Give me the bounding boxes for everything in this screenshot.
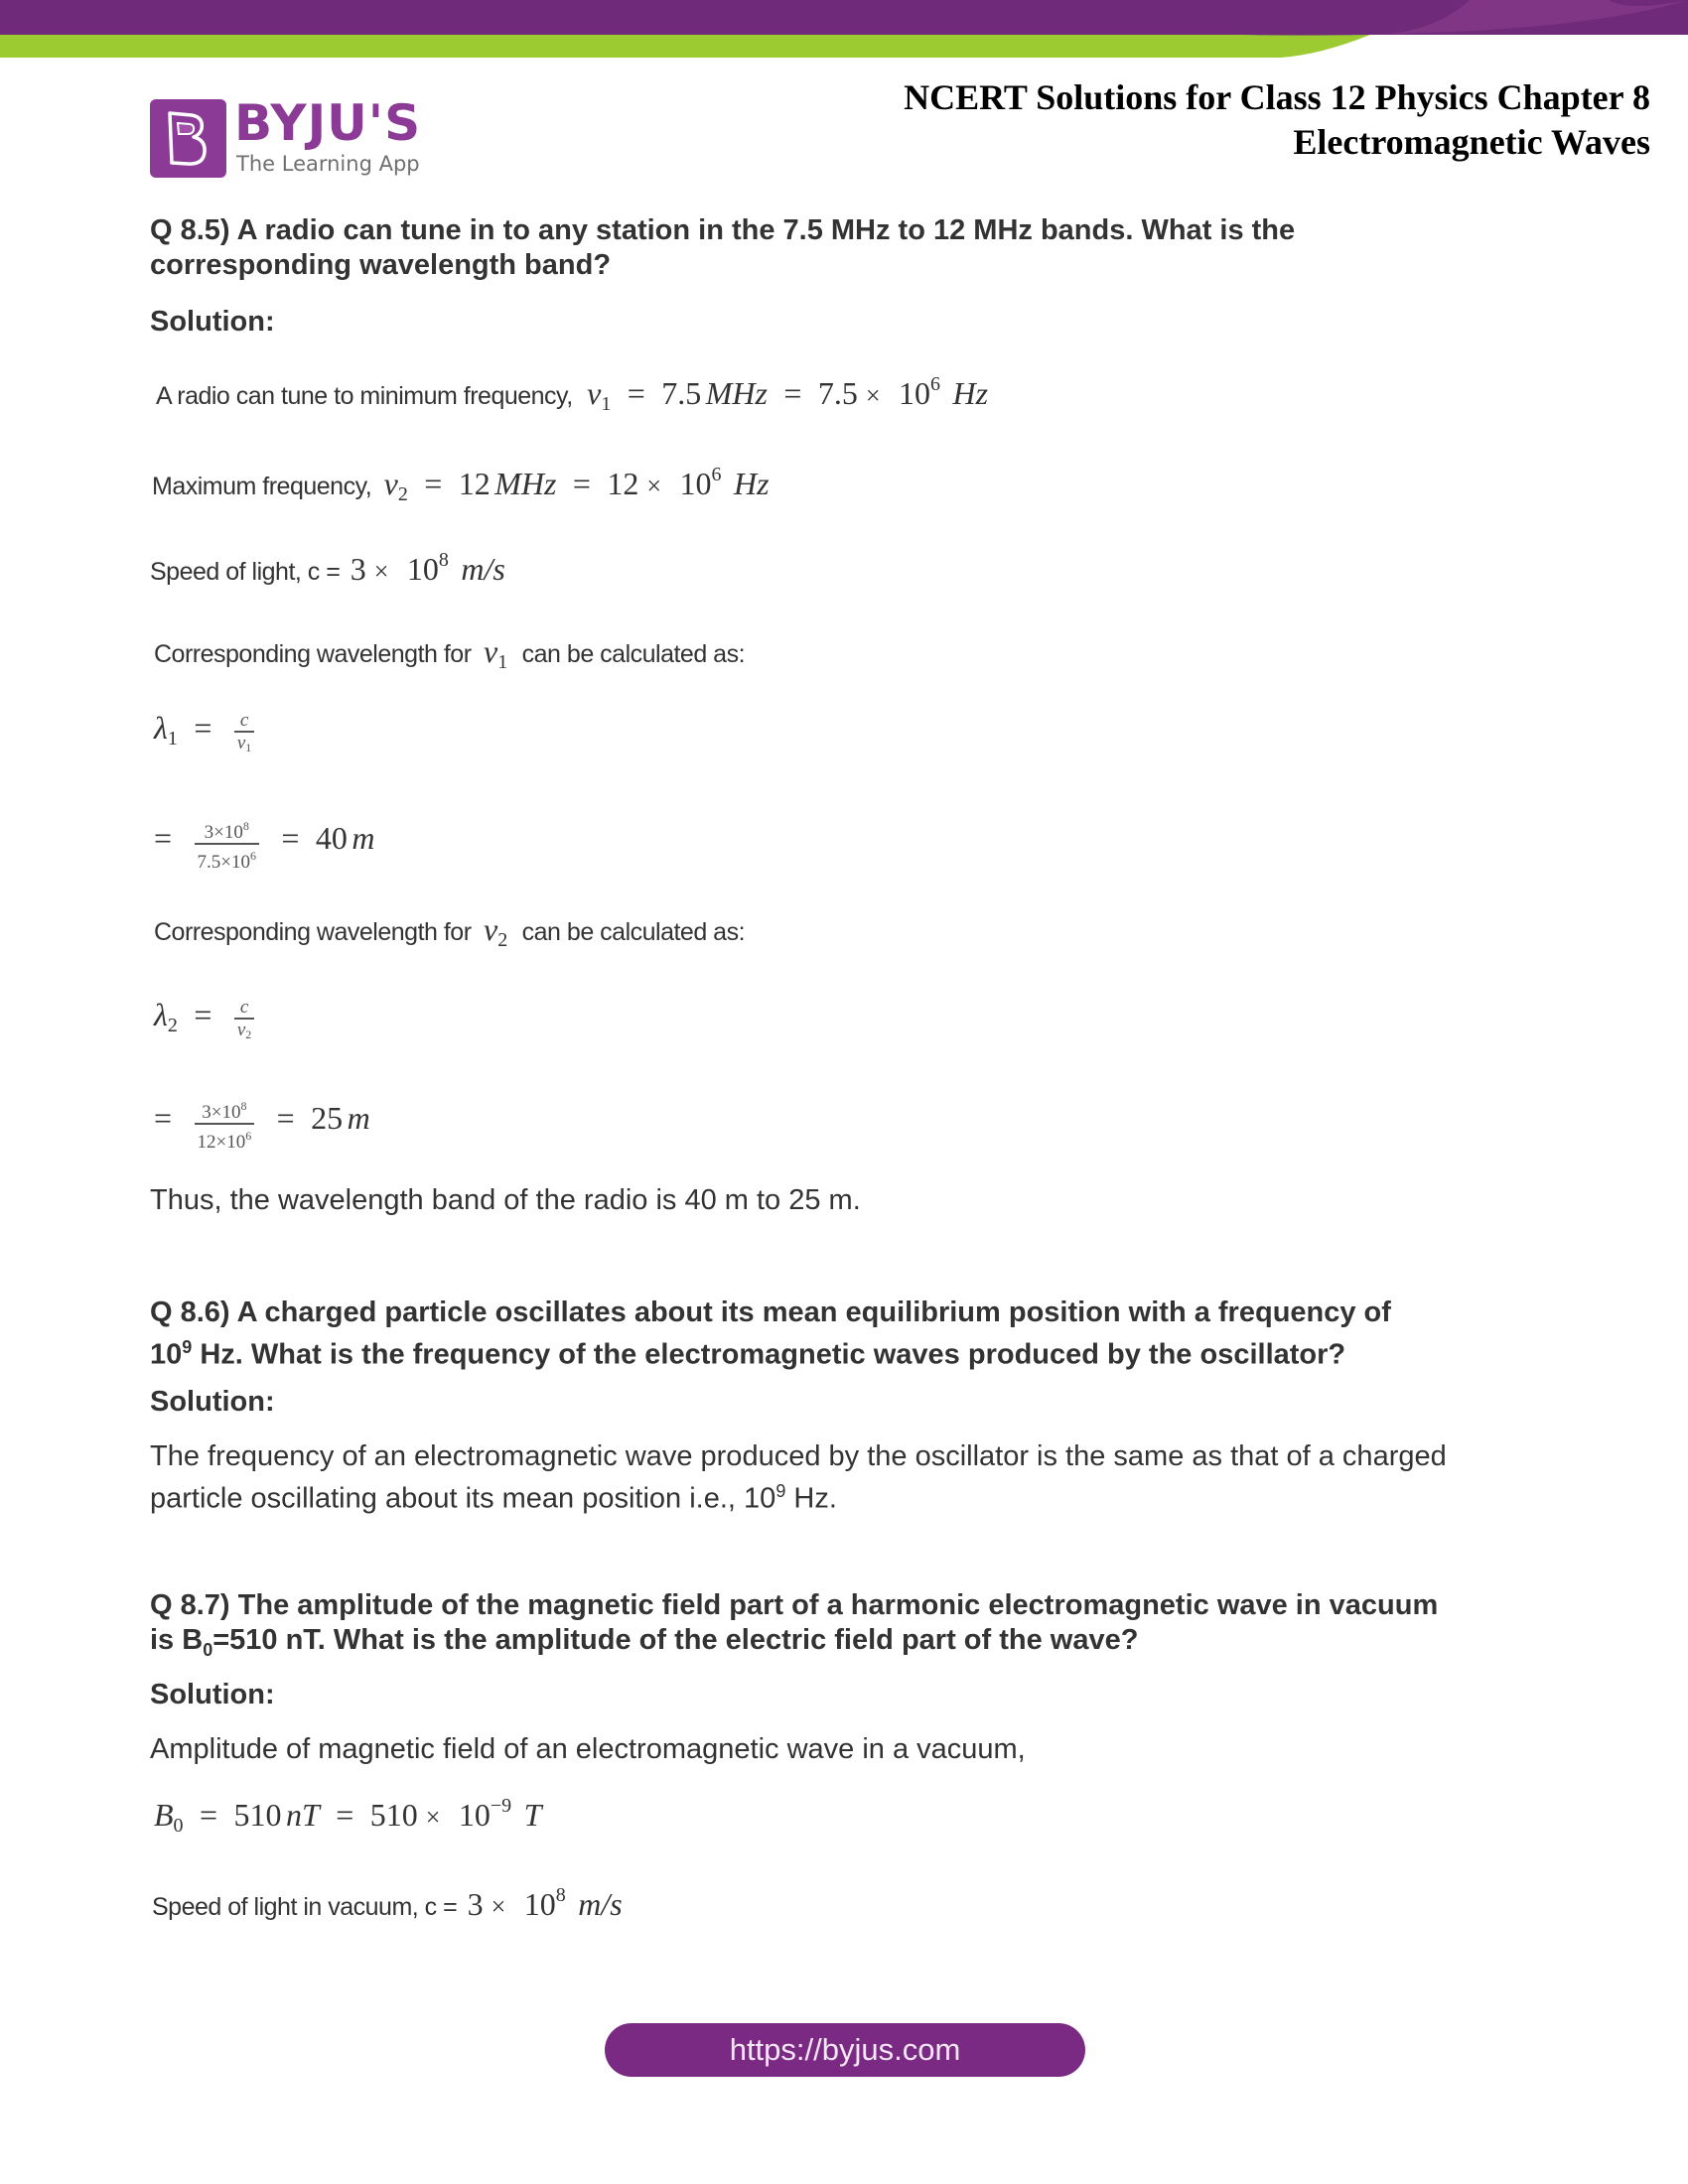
equals: = [276, 1100, 295, 1137]
times: × [491, 1892, 506, 1921]
fraction [195, 816, 259, 874]
value: 3 [350, 551, 366, 587]
value: 7.5 [817, 375, 858, 411]
label-text: Speed of light in vacuum, c = [152, 1893, 458, 1921]
equals: = [424, 466, 443, 501]
power-base: 10 [744, 1482, 776, 1515]
power-base: 10 [406, 551, 439, 587]
intro-text: Amplitude of magnetic field of an electromagnetic wave in a vacuum, [150, 1733, 1026, 1765]
max-frequency-line [152, 464, 770, 506]
times: × [373, 557, 389, 586]
question-8-6 [150, 1296, 1540, 1373]
solution-label: Solution: [150, 306, 275, 338]
subscript: 0 [203, 1639, 213, 1660]
equals: = [627, 375, 645, 411]
den-sub: 1 [245, 740, 252, 754]
b-logo-icon [164, 109, 211, 167]
wavelength-2-intro [154, 911, 745, 952]
denominator: 7.5×10 [197, 852, 250, 873]
byjus-website-link[interactable]: https://byjus.com [605, 2023, 1085, 2077]
unit: MHz [494, 466, 557, 501]
value: 510 [369, 1797, 418, 1833]
numerator: c [239, 709, 249, 731]
var: v [587, 375, 602, 411]
exponent: 6 [930, 373, 941, 395]
question-text: Hz. What is the frequency of the electromagnetic waves produced by the oscillator? [192, 1338, 1346, 1371]
times: × [425, 1803, 441, 1832]
answer-8-6 [150, 1439, 1540, 1517]
unit: MHz [705, 375, 768, 411]
unit: T [523, 1797, 542, 1833]
equals: = [336, 1797, 354, 1833]
exponent: 9 [775, 1481, 786, 1501]
var: v [484, 911, 498, 947]
question-text-line: corresponding wavelength band? [150, 249, 612, 281]
title-line-1: NCERT Solutions for Class 12 Physics Chapter 8 [904, 77, 1650, 117]
value: 12 [607, 466, 639, 501]
min-frequency-line [156, 373, 988, 416]
document-title [904, 75, 1650, 165]
var: v [383, 466, 398, 501]
label-text: A radio can tune to minimum frequency, [156, 382, 573, 410]
times: × [646, 472, 662, 500]
value: 7.5 [661, 375, 702, 411]
label-text: Maximum frequency, [152, 473, 372, 500]
exponent: 6 [711, 464, 722, 485]
lambda-2-formula [154, 997, 260, 1045]
question-text-line: Q 8.6) A charged particle oscillates about its mean equilibrium position with a frequency of [150, 1297, 1391, 1328]
wavelength-1-intro [154, 633, 745, 674]
question-8-5 [150, 213, 1540, 283]
denominator: v [236, 1019, 246, 1040]
den-sub: 2 [245, 1026, 252, 1041]
numerator: 3×10 [202, 1102, 241, 1123]
unit: nT [285, 1797, 320, 1833]
b-sub: 0 [173, 1815, 184, 1837]
answer-text-line [150, 1474, 1540, 1517]
result-value: 25 [311, 1100, 344, 1137]
lambda-2-result [154, 1096, 370, 1154]
lambda-symbol: λ [154, 710, 168, 746]
question-text: is B [150, 1624, 204, 1656]
unit: Hz. [785, 1482, 837, 1515]
unit: m [352, 820, 375, 857]
unit: Hz [733, 466, 770, 501]
var-sub: 1 [601, 393, 612, 415]
b0-equation [154, 1795, 541, 1838]
question-text: =510 nT. What is the amplitude of the electric field part of the wave? [212, 1624, 1139, 1656]
exponent: 8 [555, 1884, 566, 1906]
result-value: 40 [315, 820, 348, 857]
var-sub: 1 [497, 651, 508, 673]
fraction [234, 711, 254, 758]
exponent: 8 [438, 549, 449, 571]
power-base: 10 [679, 466, 712, 501]
exponent: −9 [490, 1795, 512, 1817]
exponent: 6 [245, 1129, 252, 1143]
lambda-1-formula [154, 710, 260, 758]
label-text: can be calculated as: [521, 640, 746, 668]
question-8-7 [150, 1588, 1540, 1668]
var-sub: 2 [497, 929, 508, 951]
value: 3 [467, 1886, 484, 1922]
equals: = [154, 1100, 173, 1137]
question-text-line: Q 8.7) The amplitude of the magnetic field part of a harmonic electromagnetic wave in vacuum [150, 1589, 1439, 1621]
speed-of-light-line [150, 549, 505, 588]
equals: = [194, 997, 212, 1032]
logo-b-badge [150, 99, 226, 178]
value: 12 [458, 466, 491, 501]
speed-of-light-vacuum-line [152, 1884, 623, 1923]
lambda-symbol: λ [154, 997, 168, 1032]
label-text: Speed of light, c = [150, 558, 341, 586]
question-text-line: Q 8.5) A radio can tune in to any station in the 7.5 MHz to 12 MHz bands. What is the [150, 214, 1296, 246]
question-text-line [150, 1623, 1540, 1668]
lambda-sub: 2 [167, 1015, 178, 1036]
b-symbol: B [154, 1797, 174, 1833]
times: × [865, 381, 881, 410]
exponent: 9 [182, 1337, 193, 1357]
denominator: v [236, 732, 246, 753]
exponent: 6 [249, 849, 256, 863]
exponent: 8 [242, 819, 249, 833]
power-base: 10 [899, 375, 931, 411]
label-text: Corresponding wavelength for [154, 918, 472, 946]
answer-text: particle oscillating about its mean position i.e., [150, 1482, 745, 1515]
value: 510 [233, 1797, 282, 1833]
byjus-logo [150, 94, 433, 179]
fraction [195, 1096, 255, 1154]
equals: = [783, 375, 802, 411]
power-base: 10 [523, 1886, 556, 1922]
equals: = [200, 1797, 218, 1833]
answer-text-line: The frequency of an electromagnetic wave produced by the oscillator is the same as that of a charged [150, 1440, 1447, 1472]
label-text: can be calculated as: [521, 918, 746, 946]
var-sub: 2 [397, 483, 408, 505]
fraction [234, 998, 254, 1045]
lambda-1-result [154, 816, 374, 874]
header-wave-graphic [0, 0, 1688, 60]
power-base: 10 [458, 1797, 491, 1833]
title-line-2: Electromagnetic Waves [1293, 122, 1650, 162]
equals: = [194, 710, 212, 746]
var: v [484, 633, 498, 669]
exponent: 8 [240, 1099, 247, 1113]
brand-tagline: The Learning App [236, 152, 420, 176]
unit: m [347, 1100, 370, 1137]
question-text-line [150, 1330, 1540, 1373]
equals: = [154, 820, 173, 857]
unit: m/s [578, 1886, 623, 1922]
equals: = [281, 820, 300, 857]
numerator: 3×10 [204, 822, 243, 843]
solution-label: Solution: [150, 1386, 275, 1418]
solution-label: Solution: [150, 1679, 275, 1710]
equals: = [572, 466, 591, 501]
lambda-sub: 1 [167, 728, 178, 750]
label-text: Corresponding wavelength for [154, 640, 472, 668]
power-base: 10 [150, 1338, 183, 1371]
numerator: c [239, 996, 249, 1018]
unit: m/s [461, 551, 505, 587]
conclusion-text: Thus, the wavelength band of the radio is 40 m to 25 m. [150, 1184, 861, 1216]
denominator: 12×10 [197, 1132, 246, 1153]
brand-name: BYJU'S [234, 94, 422, 152]
header-banner [0, 0, 1688, 60]
unit: Hz [952, 375, 989, 411]
